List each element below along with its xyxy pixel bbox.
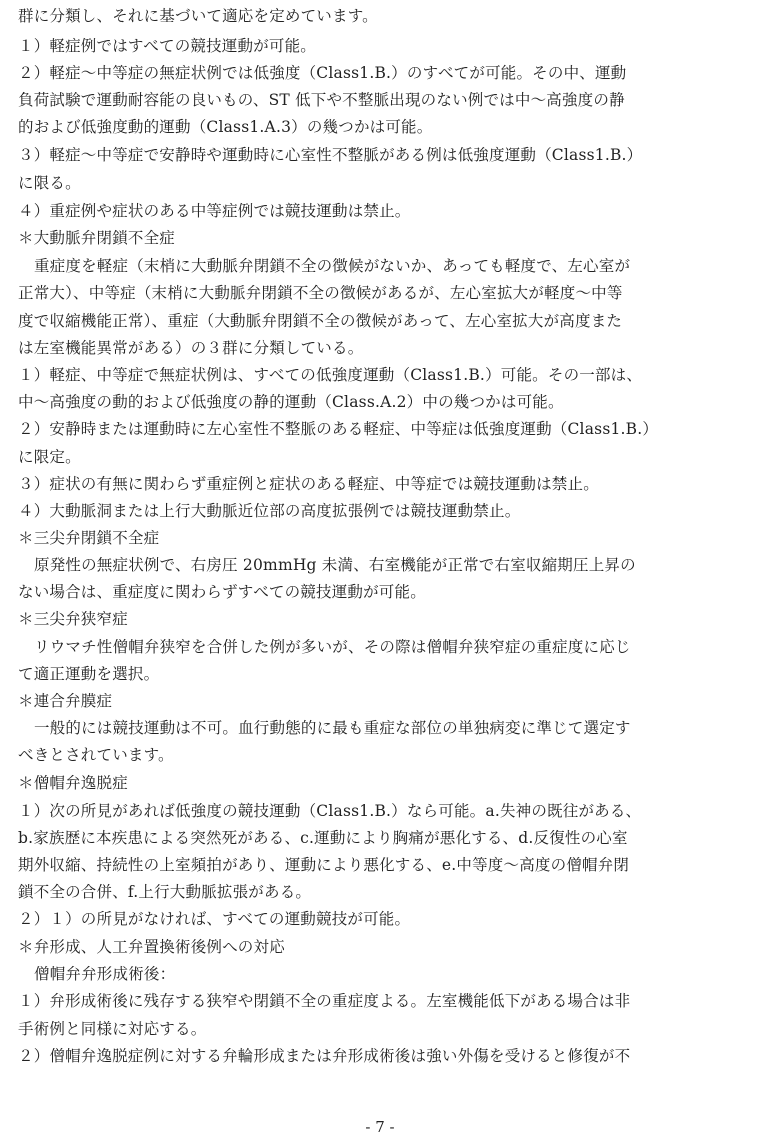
section-heading: ＊弁形成、人工弁置換術後例への対応 (18, 938, 285, 956)
text-line: ４）大動脈洞または上行大動脈近位部の高度拡張例では競技運動禁止。 (18, 502, 521, 520)
text-line: に限る。 (18, 174, 81, 192)
section-heading: ＊三尖弁閉鎖不全症 (18, 529, 160, 547)
text-line: 重症度を軽症（末梢に大動脈弁閉鎖不全の徴候がないか、あっても軽度で、左心室が (34, 257, 631, 275)
text-line: に限定。 (18, 448, 81, 466)
text-line: 負荷試験で運動耐容能の良いもの、ST 低下や不整脈出現のない例では中～高強度の静 (18, 91, 625, 109)
text-line: ２）僧帽弁逸脱症例に対する弁輪形成または弁形成術後は強い外傷を受けると修復が不 (18, 1047, 631, 1065)
text-line: 原発性の無症状例で、右房圧 20mmHg 未満、右室機能が正常で右室収縮期圧上昇の (34, 556, 636, 574)
text-line: ２）軽症～中等症の無症状例では低強度（Class1.B.）のすべてが可能。その中、運動 (18, 64, 627, 82)
text-line: て適正運動を選択。 (18, 665, 160, 683)
text-line: ない場合は、重症度に関わらずすべての競技運動が可能。 (18, 583, 426, 601)
text-line: ３）軽症～中等症で安静時や運動時に心室性不整脈がある例は低強度運動（Class1.B.） (18, 146, 643, 164)
text-line: 期外収縮、持続性の上室頻拍があり、運動により悪化する、e.中等度～高度の僧帽弁閉 (18, 856, 630, 874)
text-line: １）次の所見があれば低強度の競技運動（Class1.B.）なら可能。a.失神の既往がある、 (18, 802, 642, 820)
text-line: b.家族歴に本疾患による突然死がある、c.運動により胸痛が悪化する、d.反復性の心室 (18, 829, 628, 847)
section-heading: ＊僧帽弁逸脱症 (18, 774, 128, 792)
text-line: 鎖不全の合併、f.上行大動脈拡張がある。 (18, 883, 312, 901)
page-number: - 7 - (365, 1118, 395, 1136)
text-line: べきとされています。 (18, 746, 174, 764)
text-line: １）弁形成術後に残存する狭窄や閉鎖不全の重症度よる。左室機能低下がある場合は非 (18, 992, 631, 1010)
text-line: リウマチ性僧帽弁狭窄を合併した例が多いが、その際は僧帽弁狭窄症の重症度に応じ (34, 638, 631, 656)
text-line: ２）１）の所見がなければ、すべての運動競技が可能。 (18, 910, 411, 928)
section-heading: ＊連合弁膜症 (18, 692, 113, 710)
text-line: １）軽症、中等症で無症状例は、すべての低強度運動（Class1.B.）可能。その一部は、 (18, 366, 643, 384)
text-line: ４）重症例や症状のある中等症例では競技運動は禁止。 (18, 202, 411, 220)
section-heading: ＊大動脈弁閉鎖不全症 (18, 229, 176, 247)
text-line: 的および低強度動的運動（Class1.A.3）の幾つかは可能。 (18, 118, 433, 136)
text-line: ２）安静時または運動時に左心室性不整脈のある軽症、中等症は低強度運動（Class1.B.） (18, 420, 659, 438)
section-heading: ＊三尖弁狭窄症 (18, 610, 128, 628)
text-line: 中～高強度の動的および低強度の静的運動（Class.A.2）中の幾つかは可能。 (18, 393, 564, 411)
text-line: 正常大）、中等症（末梢に大動脈弁閉鎖不全の徴候があるが、左心室拡大が軽度～中等 (18, 284, 623, 302)
text-line: 僧帽弁弁形成術後： (34, 965, 176, 983)
text-line: 群に分類し、それに基づいて適応を定めています。 (18, 7, 378, 25)
text-line: 度で収縮機能正常）、重症（大動脈弁閉鎖不全の徴候があって、左心室拡大が高度また (18, 312, 623, 330)
text-line: は左室機能異常がある）の３群に分類している。 (18, 339, 364, 357)
text-line: １）軽症例ではすべての競技運動が可能。 (18, 37, 316, 55)
text-line: 手術例と同様に対応する。 (18, 1020, 207, 1038)
text-line: 一般的には競技運動は不可。血行動態的に最も重症な部位の単独病変に準じて選定す (34, 719, 631, 737)
text-line: ３）症状の有無に関わらず重症例と症状のある軽症、中等症では競技運動は禁止。 (18, 475, 599, 493)
